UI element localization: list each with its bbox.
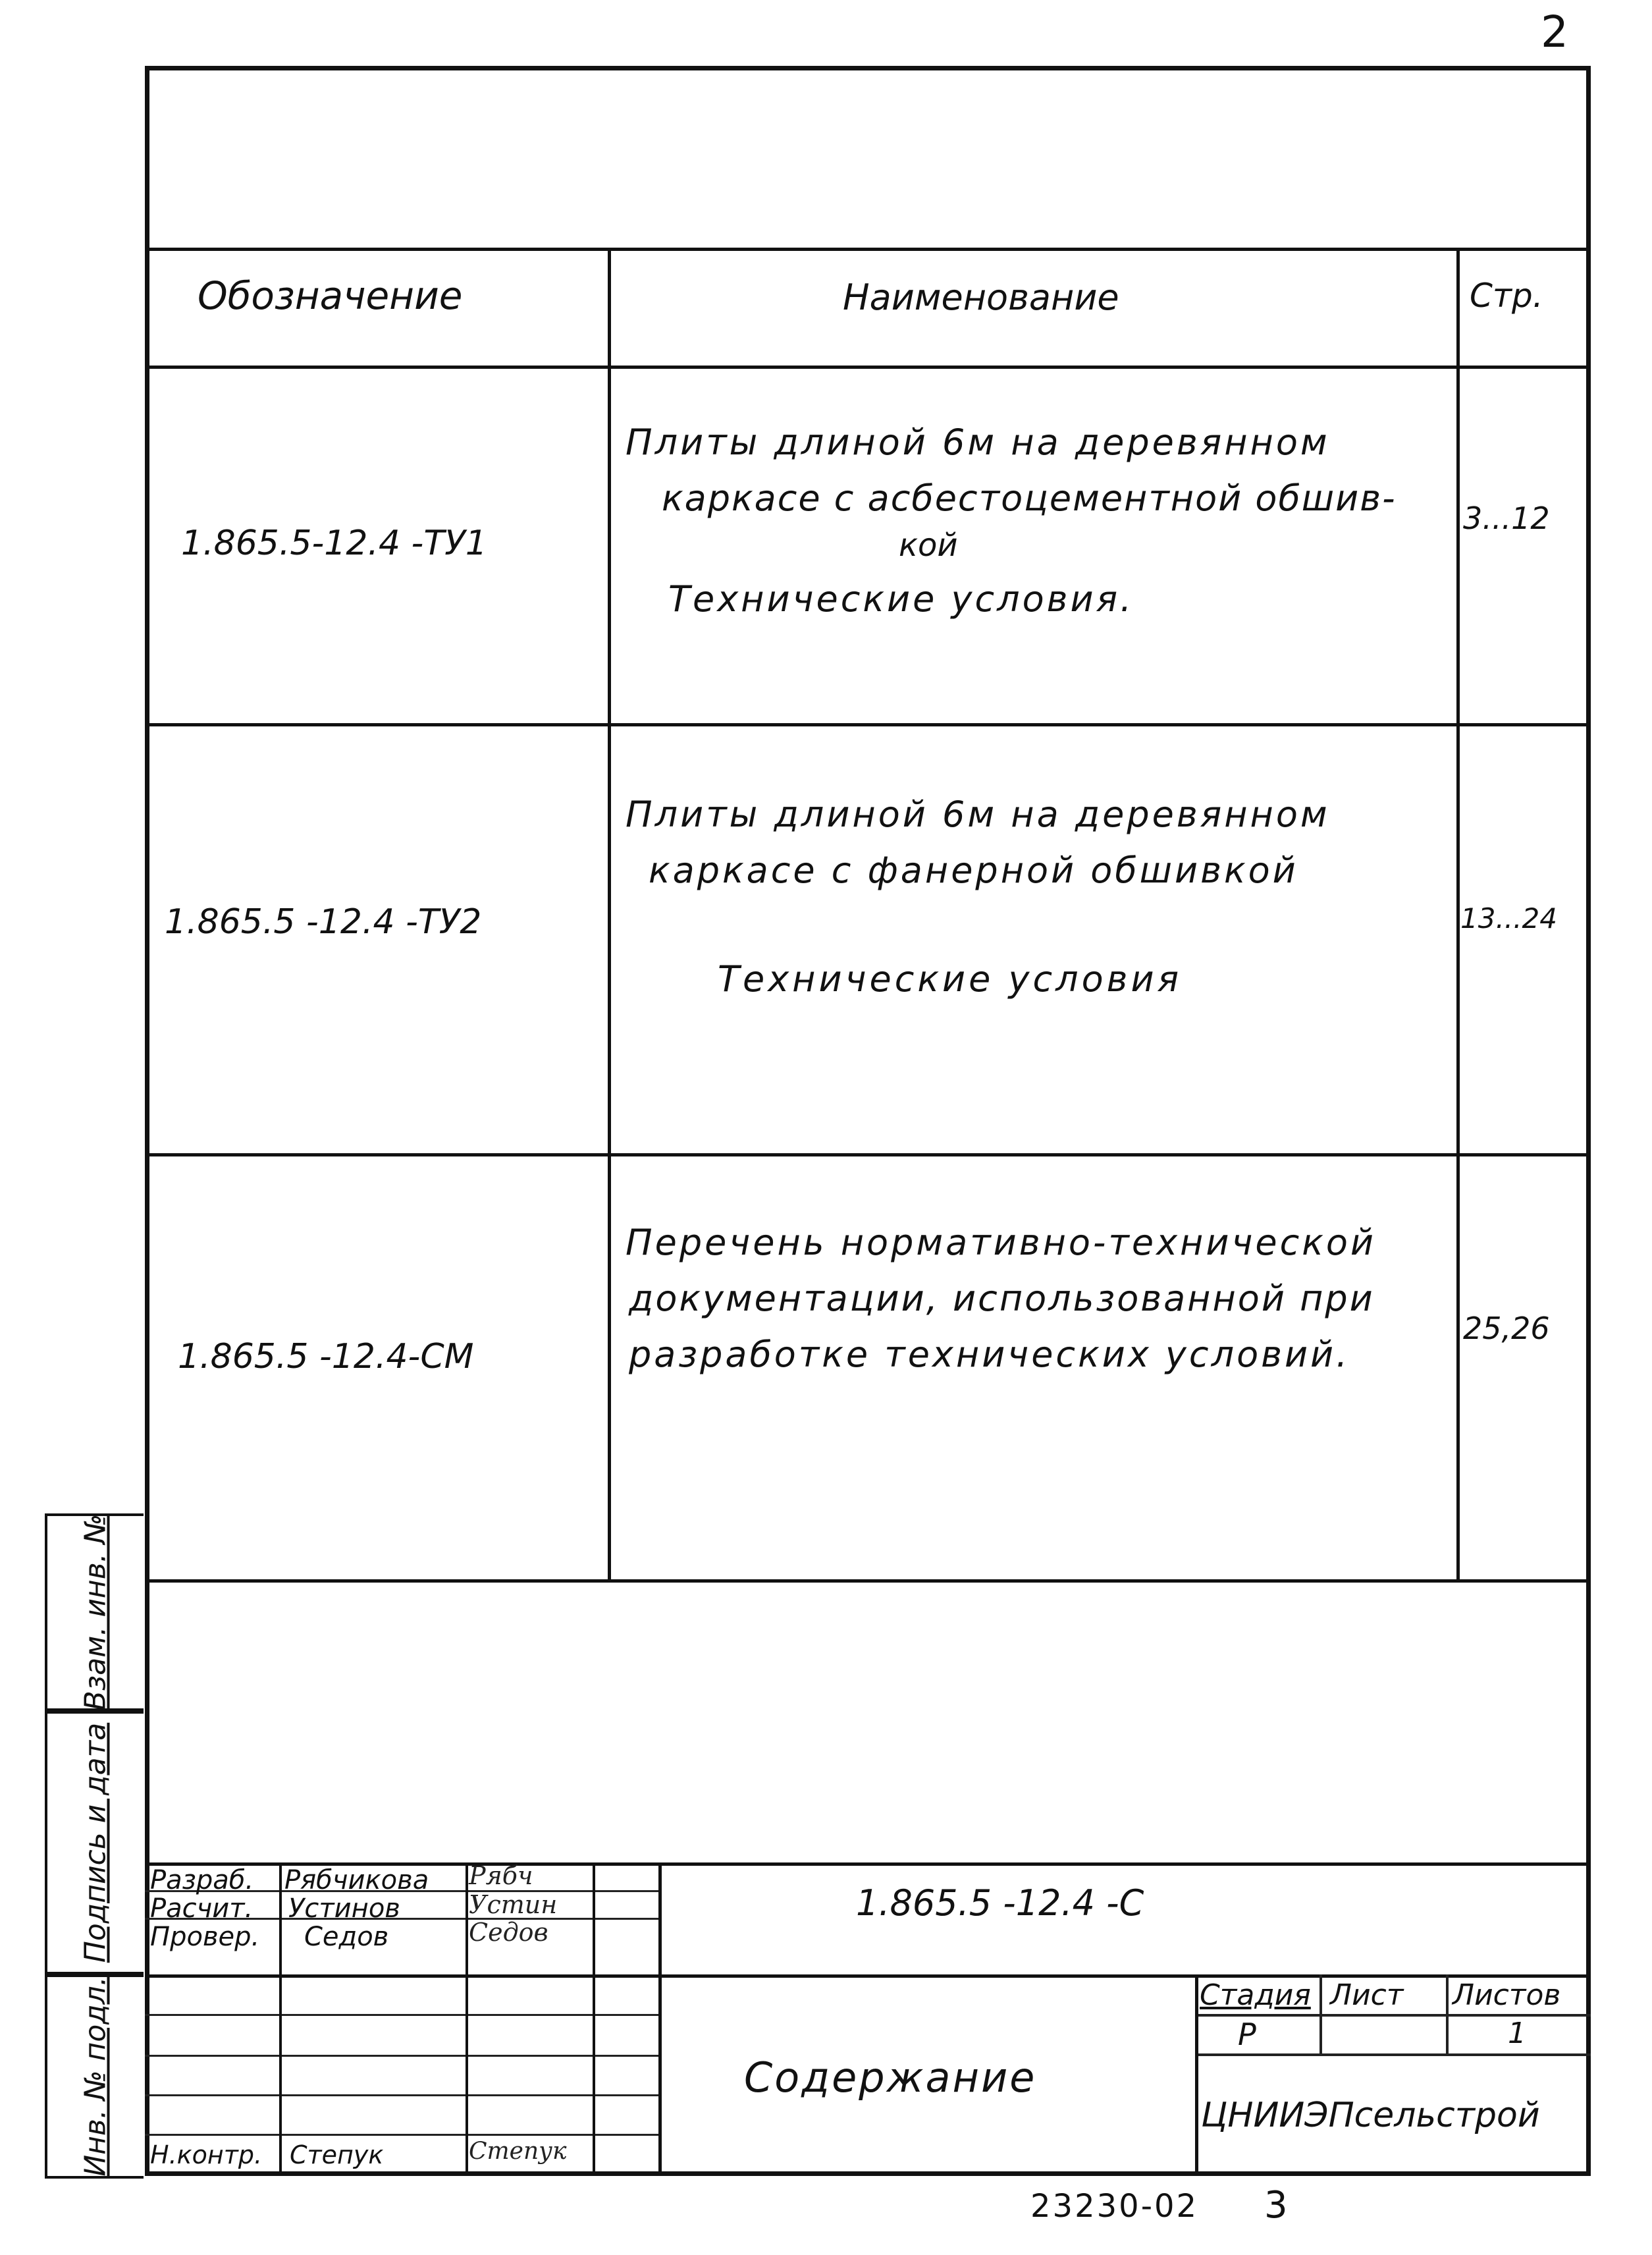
row3-name-line2: документации, использованной при: [629, 1278, 1375, 1319]
row2-bottom-line: [145, 1153, 1591, 1156]
tb-vline-role: [279, 1862, 282, 2176]
row1-name-line2: каркасе с асбестоцементной обшив-: [662, 477, 1397, 519]
tb-line-e: [145, 2055, 658, 2057]
row2-name-line1: Плиты длиной 6м на деревянном: [626, 794, 1330, 835]
signature-raschit: Устин: [469, 1890, 558, 1919]
page-number: 2: [1541, 7, 1568, 57]
row2-pages: 13...24: [1460, 902, 1557, 935]
role-razrab: Разраб.: [150, 1865, 254, 1895]
sheets-value: 1: [1508, 2017, 1526, 2050]
row1-pages: 3...12: [1463, 501, 1550, 536]
name-nkontr: Степук: [290, 2140, 384, 2169]
side-stamp-vzam-inv-label: Взам. инв. №: [78, 1513, 113, 1711]
header-bottom-line: [145, 366, 1591, 369]
tb-line-f: [145, 2094, 658, 2096]
tb-vline-stage-3: [1446, 1974, 1449, 2056]
side-stamp-podpis-data: [45, 1711, 144, 1974]
signature-nkontr: Степук: [469, 2138, 567, 2165]
sheet-label: Лист: [1330, 1978, 1404, 2012]
side-stamp-vzam-inv: [45, 1513, 144, 1711]
row2-name-line3: Технические условия: [718, 958, 1183, 1000]
row3-designation: 1.865.5 -12.4-СМ: [178, 1337, 474, 1376]
row1-name-line1: Плиты длиной 6м на деревянном: [626, 421, 1330, 463]
side-stamp-inv-podl: [45, 1974, 144, 2179]
document-title: Содержание: [744, 2053, 1037, 2102]
tb-vline-main: [658, 1862, 662, 2176]
row1-bottom-line: [145, 723, 1591, 726]
row3-pages: 25,26: [1463, 1311, 1550, 1346]
tb-stage-line-2: [1195, 2053, 1591, 2056]
archive-number: 23230-02: [1030, 2188, 1199, 2225]
row1-name-line3: кой: [899, 527, 958, 564]
stage-label: Стадия: [1200, 1978, 1311, 2012]
stage-value: Р: [1238, 2017, 1256, 2052]
header-designation: Обозначение: [198, 273, 463, 318]
col-divider-1: [608, 248, 611, 1583]
sheets-label: Листов: [1452, 1978, 1561, 2012]
role-raschit: Расчит.: [150, 1893, 253, 1924]
drawing-frame: [145, 66, 1591, 2176]
copy-number: 3: [1264, 2184, 1288, 2227]
name-razrab: Рябчикова: [284, 1865, 429, 1895]
tb-vline-stage-2: [1319, 1974, 1322, 2056]
tb-line-c: [145, 1974, 1591, 1978]
col-divider-2: [1456, 248, 1460, 1583]
role-nkontr: Н.контр.: [150, 2140, 263, 2169]
row3-name-line3: разработке технических условий.: [629, 1334, 1350, 1375]
tb-vline-stage: [1195, 1974, 1198, 2176]
tb-vline-sign: [593, 1862, 595, 2176]
row3-bottom-line: [145, 1579, 1591, 1583]
row1-name-line4: Технические условия.: [668, 578, 1134, 620]
document-code: 1.865.5 -12.4 -С: [856, 1882, 1144, 1924]
signature-prover: Седов: [469, 1918, 548, 1947]
tb-vline-name: [466, 1862, 468, 2176]
organization: ЦНИИЭПсельстрой: [1201, 2096, 1540, 2135]
side-stamp-inv-podl-label: Инв. № подл.: [78, 1976, 113, 2177]
header-page: Стр.: [1470, 277, 1543, 315]
row1-designation: 1.865.5-12.4 -ТУ1: [181, 524, 487, 563]
row2-designation: 1.865.5 -12.4 -ТУ2: [165, 902, 482, 942]
side-stamp-podpis-data-label: Подпись и дата: [78, 1722, 113, 1963]
header-name: Наименование: [843, 277, 1119, 318]
signature-razrab: Рябч: [469, 1861, 533, 1890]
row3-name-line1: Перечень нормативно-технической: [626, 1222, 1377, 1263]
tb-line-g: [145, 2134, 658, 2136]
header-top-line: [145, 248, 1591, 251]
row2-name-line2: каркасе с фанерной обшивкой: [649, 850, 1298, 891]
tb-line-d: [145, 2014, 658, 2016]
role-prover: Провер.: [150, 1922, 260, 1952]
name-prover: Седов: [304, 1922, 389, 1952]
name-raschit: Устинов: [288, 1893, 400, 1924]
